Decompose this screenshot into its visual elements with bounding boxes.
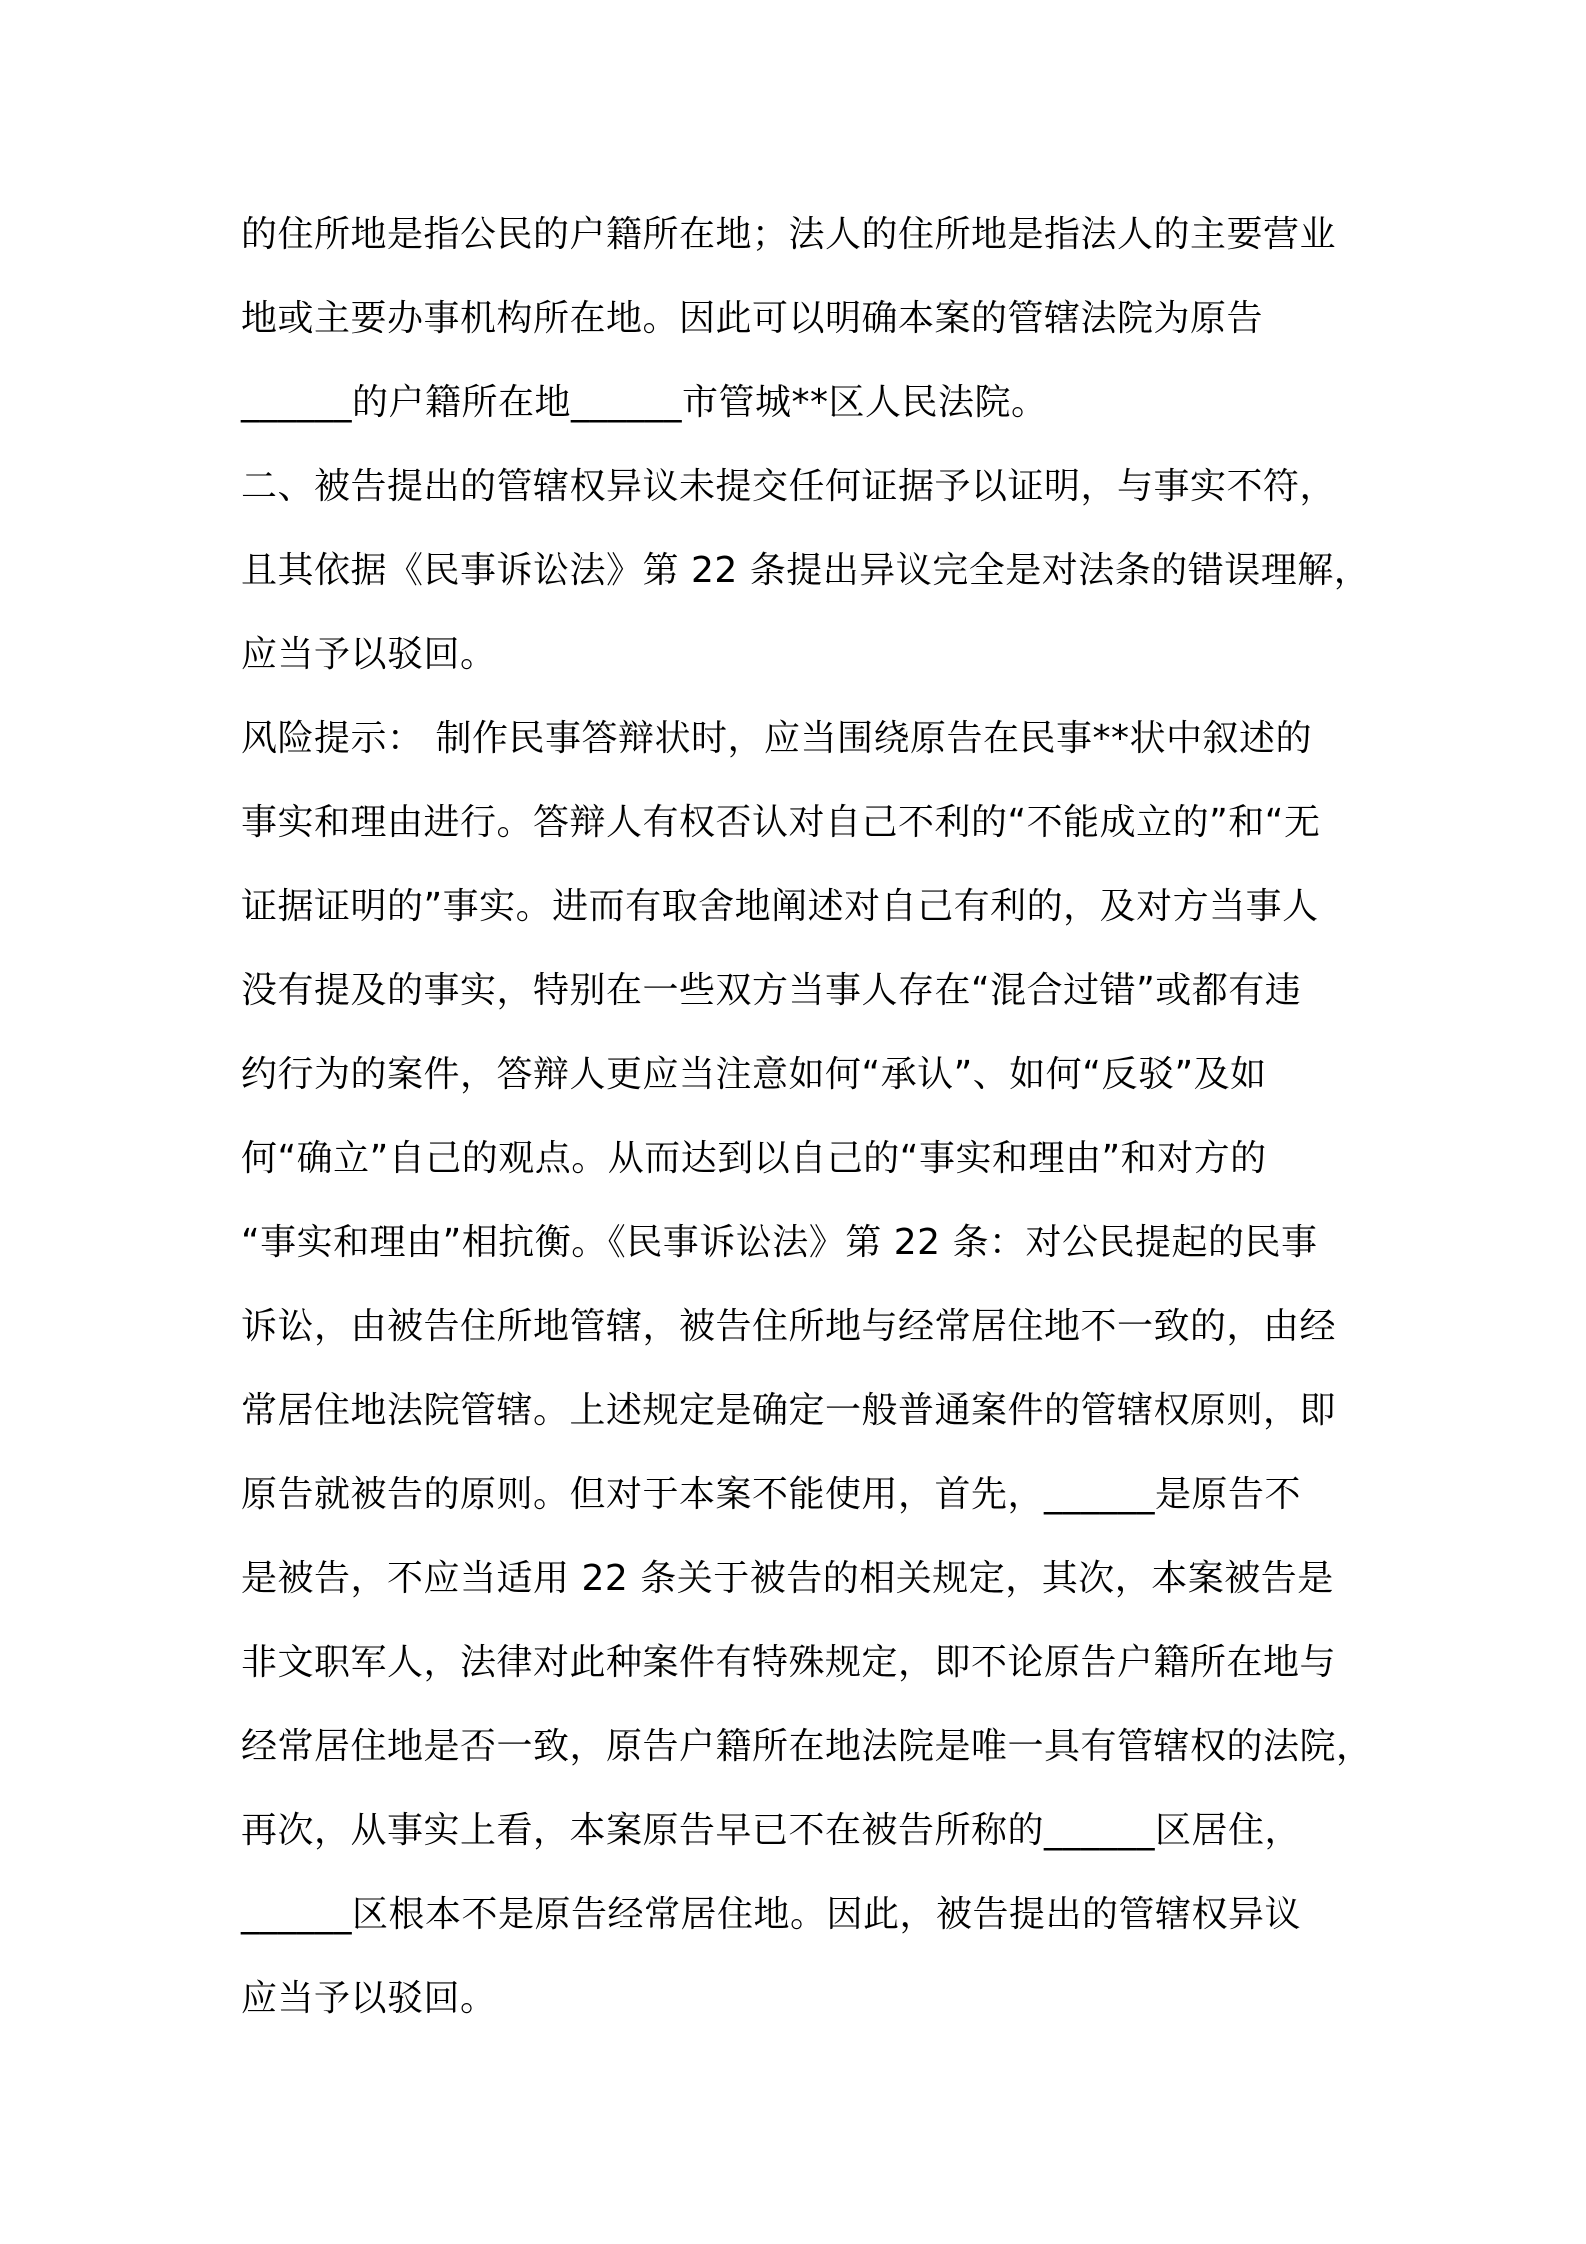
text-line: 证据证明的”事实。进而有取舍地阐述对自己有利的，及对方当事人	[241, 886, 1319, 927]
text-line: 事实和理由进行。答辩人有权否认对自己不利的“不能成立的”和“无	[241, 802, 1321, 843]
text-line: 原告就被告的原则。但对于本案不能使用，首先，______是原告不	[241, 1474, 1302, 1515]
text-line: 再次，从事实上看，本案原告早已不在被告所称的______区居住，	[241, 1810, 1302, 1851]
text-line: 诉讼，由被告住所地管辖，被告住所地与经常居住地不一致的，由经	[241, 1306, 1337, 1347]
risk-notice-line: 风险提示： 制作民事答辩状时，应当围绕原告在民事**状中叙述的	[241, 718, 1312, 759]
text-line: 应当予以驳回。	[241, 634, 497, 675]
text-line: “事实和理由”相抗衡。《民事诉讼法》第 22 条：对公民提起的民事	[241, 1222, 1318, 1263]
text-line: 没有提及的事实，特别在一些双方当事人存在“混合过错”或都有违	[241, 970, 1302, 1011]
text-line: 应当予以驳回。	[241, 1978, 497, 2019]
text-line: ______的户籍所在地______市管城**区人民法院。	[241, 382, 1048, 423]
text-line: 的住所地是指公民的户籍所在地；法人的住所地是指法人的主要营业	[241, 214, 1337, 255]
text-line: 是被告，不应当适用 22 条关于被告的相关规定，其次，本案被告是	[241, 1558, 1334, 1599]
text-line: 约行为的案件，答辩人更应当注意如何“承认”、如何“反驳”及如	[241, 1054, 1267, 1095]
text-line: 常居住地法院管辖。上述规定是确定一般普通案件的管辖权原则，即	[241, 1390, 1337, 1431]
section-heading: 二、被告提出的管辖权异议未提交任何证据予以证明，与事实不符，	[241, 466, 1337, 507]
text-line: ______区根本不是原告经常居住地。因此，被告提出的管辖权异议	[241, 1894, 1302, 1935]
text-line: 经常居住地是否一致，原告户籍所在地法院是唯一具有管辖权的法院，	[241, 1726, 1373, 1767]
text-line: 何“确立”自己的观点。从而达到以自己的“事实和理由”和对方的	[241, 1138, 1267, 1179]
text-line: 地或主要办事机构所在地。因此可以明确本案的管辖法院为原告	[241, 298, 1264, 339]
text-line: 且其依据《民事诉讼法》第 22 条提出异议完全是对法条的错误理解，	[241, 550, 1371, 591]
text-line: 非文职军人，法律对此种案件有特殊规定，即不论原告户籍所在地与	[241, 1642, 1337, 1683]
